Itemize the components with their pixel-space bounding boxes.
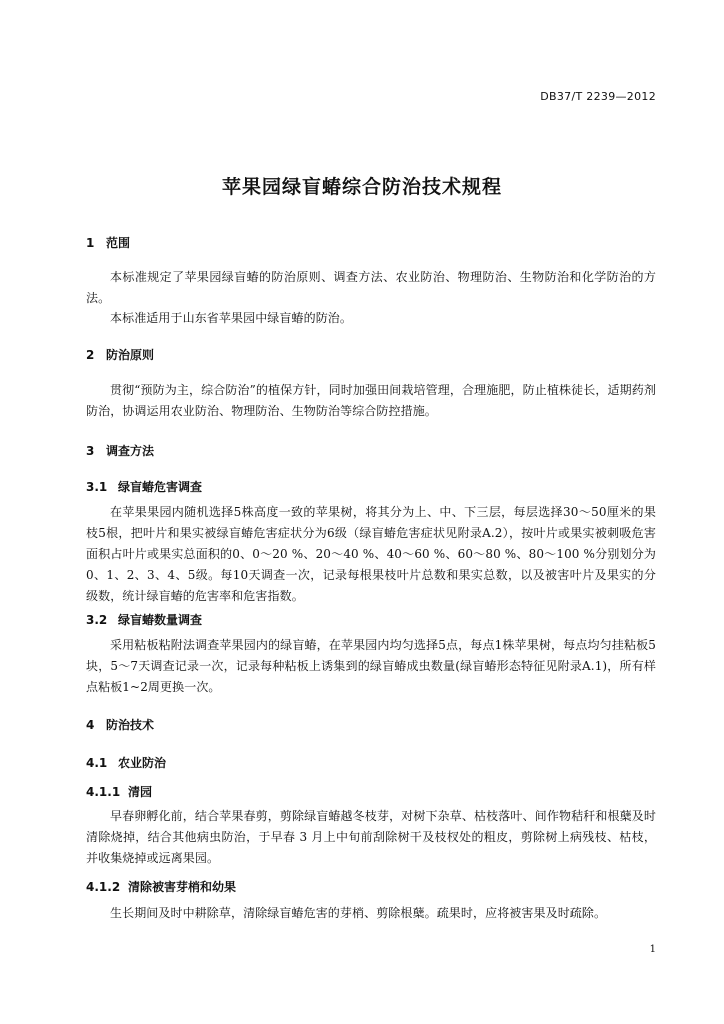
- section-number: 4.1.2: [86, 880, 121, 894]
- section-title: 调查方法: [106, 444, 155, 458]
- section-2-heading: [86, 346, 154, 363]
- section-number: 3.1: [86, 480, 108, 494]
- section-title: 清除被害芽梢和幼果: [128, 880, 237, 894]
- section-number: 1: [86, 236, 95, 250]
- section-1-paragraph-1: 本标准规定了苹果园绿盲蝽的防治原则、调查方法、农业防治、物理防治、生物防治和化学防治的方法。: [86, 270, 656, 305]
- section-title: 防治原则: [106, 348, 155, 362]
- section-2-paragraph-1: 贯彻“预防为主，综合防治”的植保方针，同时加强田间栽培管理，合理施肥，防止植株徒长，适期药剂防治，协调运用农业防治、物理防治、生物防治等综合防控措施。: [86, 383, 656, 418]
- section-4-1-2-heading: [86, 878, 236, 895]
- section-title: 绿盲蝽危害调查: [118, 480, 203, 494]
- section-number: 4: [86, 718, 95, 732]
- section-title: 范围: [106, 236, 131, 250]
- section-title: 农业防治: [118, 756, 167, 770]
- section-number: 2: [86, 348, 95, 362]
- standard-code: DB37/T 2239—2012: [540, 90, 656, 103]
- page-number: 1: [649, 944, 656, 955]
- section-1-heading: [86, 234, 130, 251]
- section-3-1-paragraph-1: 在苹果果园内随机选择5株高度一致的苹果树，将其分为上、中、下三层，每层选择30～50厘米的果枝5根，把叶片和果实被绿盲蝽危害症状分为6级（绿盲蝽危害症状见附录A.2），按叶片或果实被刺吸危害面积占叶片或果实总面积的0、0～20 %、20～40 %、40～60 %、60～80 %、80～100 %分别划分为0、1、2、3、4、5级。每10天调查一次，记录每根果枝叶片总数和果实总数，以及被害叶片及果实的分级数，统计绿盲蝽的危害率和危害指数。: [86, 505, 656, 603]
- section-3-2-paragraph-1: 采用粘板粘附法调查苹果园内的绿盲蝽，在苹果园内均匀选择5点，每点1株苹果树，每点均匀挂粘板5块，5～7天调查记录一次，记录每种粘板上诱集到的绿盲蝽成虫数量(绿盲蝽形态特征见附录A.1)，所有样点粘板1~2周更换一次。: [86, 638, 656, 694]
- section-1-paragraph-2: 本标准适用于山东省苹果园中绿盲蝽的防治。: [110, 311, 353, 325]
- section-number: 3.2: [86, 613, 108, 627]
- section-4-heading: [86, 716, 154, 733]
- section-title: 清园: [128, 785, 153, 799]
- section-4-1-2-paragraph-1: 生长期间及时中耕除草，清除绿盲蝽危害的芽梢、剪除根蘖。疏果时，应将被害果及时疏除。: [110, 906, 607, 920]
- section-3-heading: [86, 442, 154, 459]
- section-4-1-1-heading: [86, 783, 152, 800]
- section-number: 3: [86, 444, 95, 458]
- section-number: 4.1.1: [86, 785, 121, 799]
- section-number: 4.1: [86, 756, 108, 770]
- section-4-1-1-paragraph-1: 早春卵孵化前，结合苹果春剪，剪除绿盲蝽越冬枝芽，对树下杂草、枯枝落叶、间作物秸秆和根蘖及时清除烧掉，结合其他病虫防治，于早春 3 月上中旬前刮除树干及枝杈处的粗皮，剪除树上病残枝、枯枝，并收集烧掉或远离果园。: [86, 809, 656, 865]
- section-title: 防治技术: [106, 718, 155, 732]
- document-title: 苹果园绿盲蝽综合防治技术规程: [221, 176, 502, 198]
- section-3-1-heading: [86, 478, 202, 495]
- section-3-2-heading: [86, 611, 202, 628]
- section-title: 绿盲蝽数量调查: [118, 613, 203, 627]
- section-4-1-heading: [86, 754, 166, 771]
